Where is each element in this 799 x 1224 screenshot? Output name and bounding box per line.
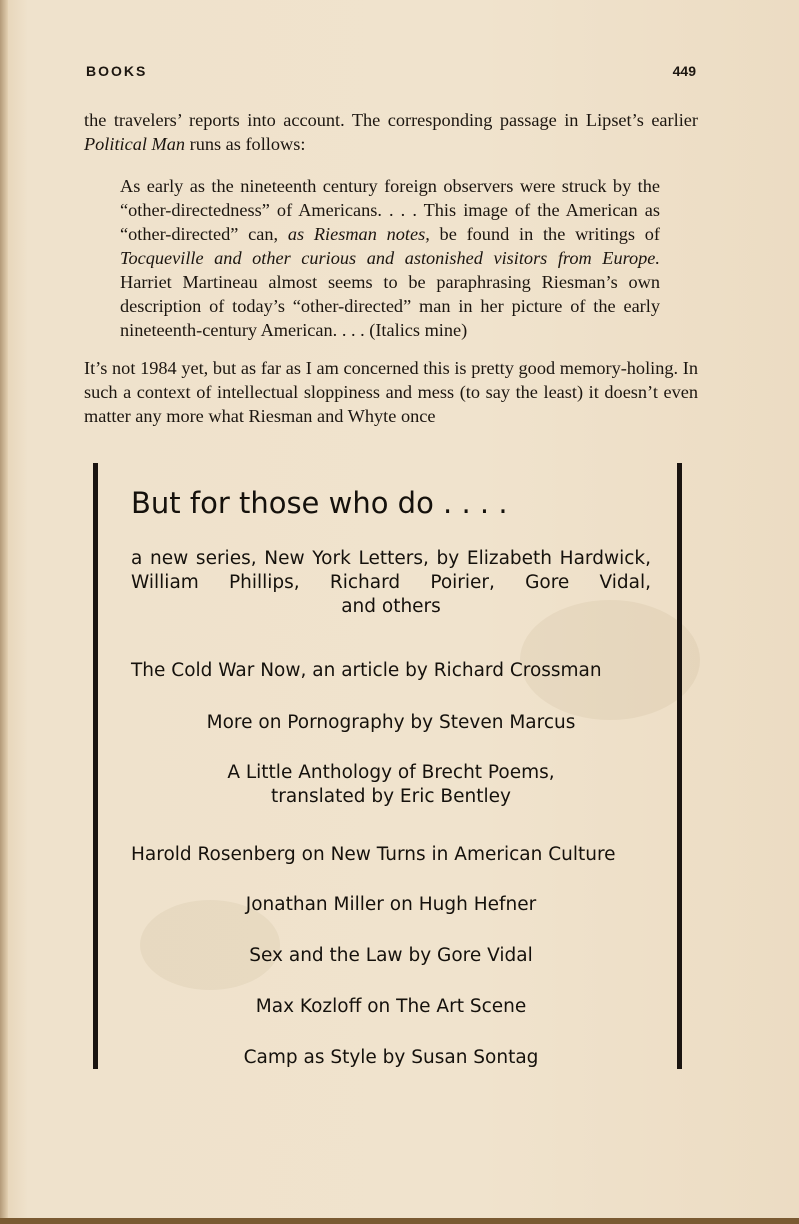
quote-text: As early as the nineteenth century foreign observers were struck by the “other-directedness” of Americans. . . . This image of the American as “other-directed” can,: [120, 176, 660, 244]
ad-item: [131, 1046, 651, 1070]
ad-item: [131, 995, 651, 1019]
ad-item-line: Max Kozloff on The Art Scene: [255, 996, 527, 1017]
section-name: BOOKS: [86, 63, 148, 79]
ad-item-line: Harold Rosenberg on New Turns in American Culture: [131, 844, 616, 865]
page-gutter-shadow: [0, 0, 8, 1224]
running-head: [86, 63, 696, 85]
body-paragraph: It’s not 1984 yet, but as far as I am concerned this is pretty good memory-holing. In such a context of intellectual sloppiness and mess (to say the least) it doesn’t even matter any more what Riesman and Whyte once: [84, 358, 698, 426]
advertisement-box: [93, 463, 682, 1071]
quote-text: Harriet Martineau almost seems to be paraphrasing Riesman’s own description of today’s “other-directed” man in her picture of the early nineteenth-century American. . . . (Italics mine): [120, 272, 660, 340]
ad-item: [131, 659, 651, 683]
ad-item-line: Jonathan Miller on Hugh Hefner: [245, 894, 537, 915]
ad-headline: But for those who do . . . .: [131, 486, 508, 520]
ad-item: [131, 547, 651, 619]
paragraph-text: runs as follows:: [185, 134, 306, 154]
block-quote: [120, 174, 660, 342]
quote-text: be found in the writings of: [429, 224, 660, 244]
ad-border-left: [93, 463, 98, 1069]
ad-item-line: More on Pornography by Steven Marcus: [206, 712, 576, 733]
ad-item: [131, 893, 651, 917]
ad-item-line: The Cold War Now, an article by Richard Crossman: [131, 660, 602, 681]
ad-item-line: Sex and the Law by Gore Vidal: [249, 945, 533, 966]
ad-border-right: [677, 463, 682, 1069]
body-paragraph: [84, 108, 698, 156]
ad-item-line: and others: [341, 596, 441, 617]
ad-item-line: translated by Eric Bentley: [271, 786, 511, 807]
quote-italic: as Riesman notes,: [287, 224, 430, 244]
ad-item: [131, 711, 651, 735]
ad-item-line: William Phillips, Richard Poirier, Gore Vidal,: [131, 572, 651, 593]
ad-item-line: A Little Anthology of Brecht Poems,: [227, 762, 555, 783]
quote-italic: Tocqueville and other curious and astonished visitors from Europe.: [120, 248, 660, 268]
ad-item: [131, 761, 651, 809]
book-title-italic: Political Man: [84, 134, 186, 154]
ad-item: [131, 843, 651, 867]
ad-item-line: Camp as Style by Susan Sontag: [243, 1047, 539, 1068]
paragraph-text: the travelers’ reports into account. The corresponding passage in Lipset’s earlier: [84, 110, 698, 130]
ad-item: [131, 944, 651, 968]
page-number: 449: [672, 63, 696, 79]
ad-item-line: a new series, New York Letters, by Elizabeth Hardwick,: [131, 548, 651, 569]
page-bottom-edge: [0, 1218, 799, 1224]
